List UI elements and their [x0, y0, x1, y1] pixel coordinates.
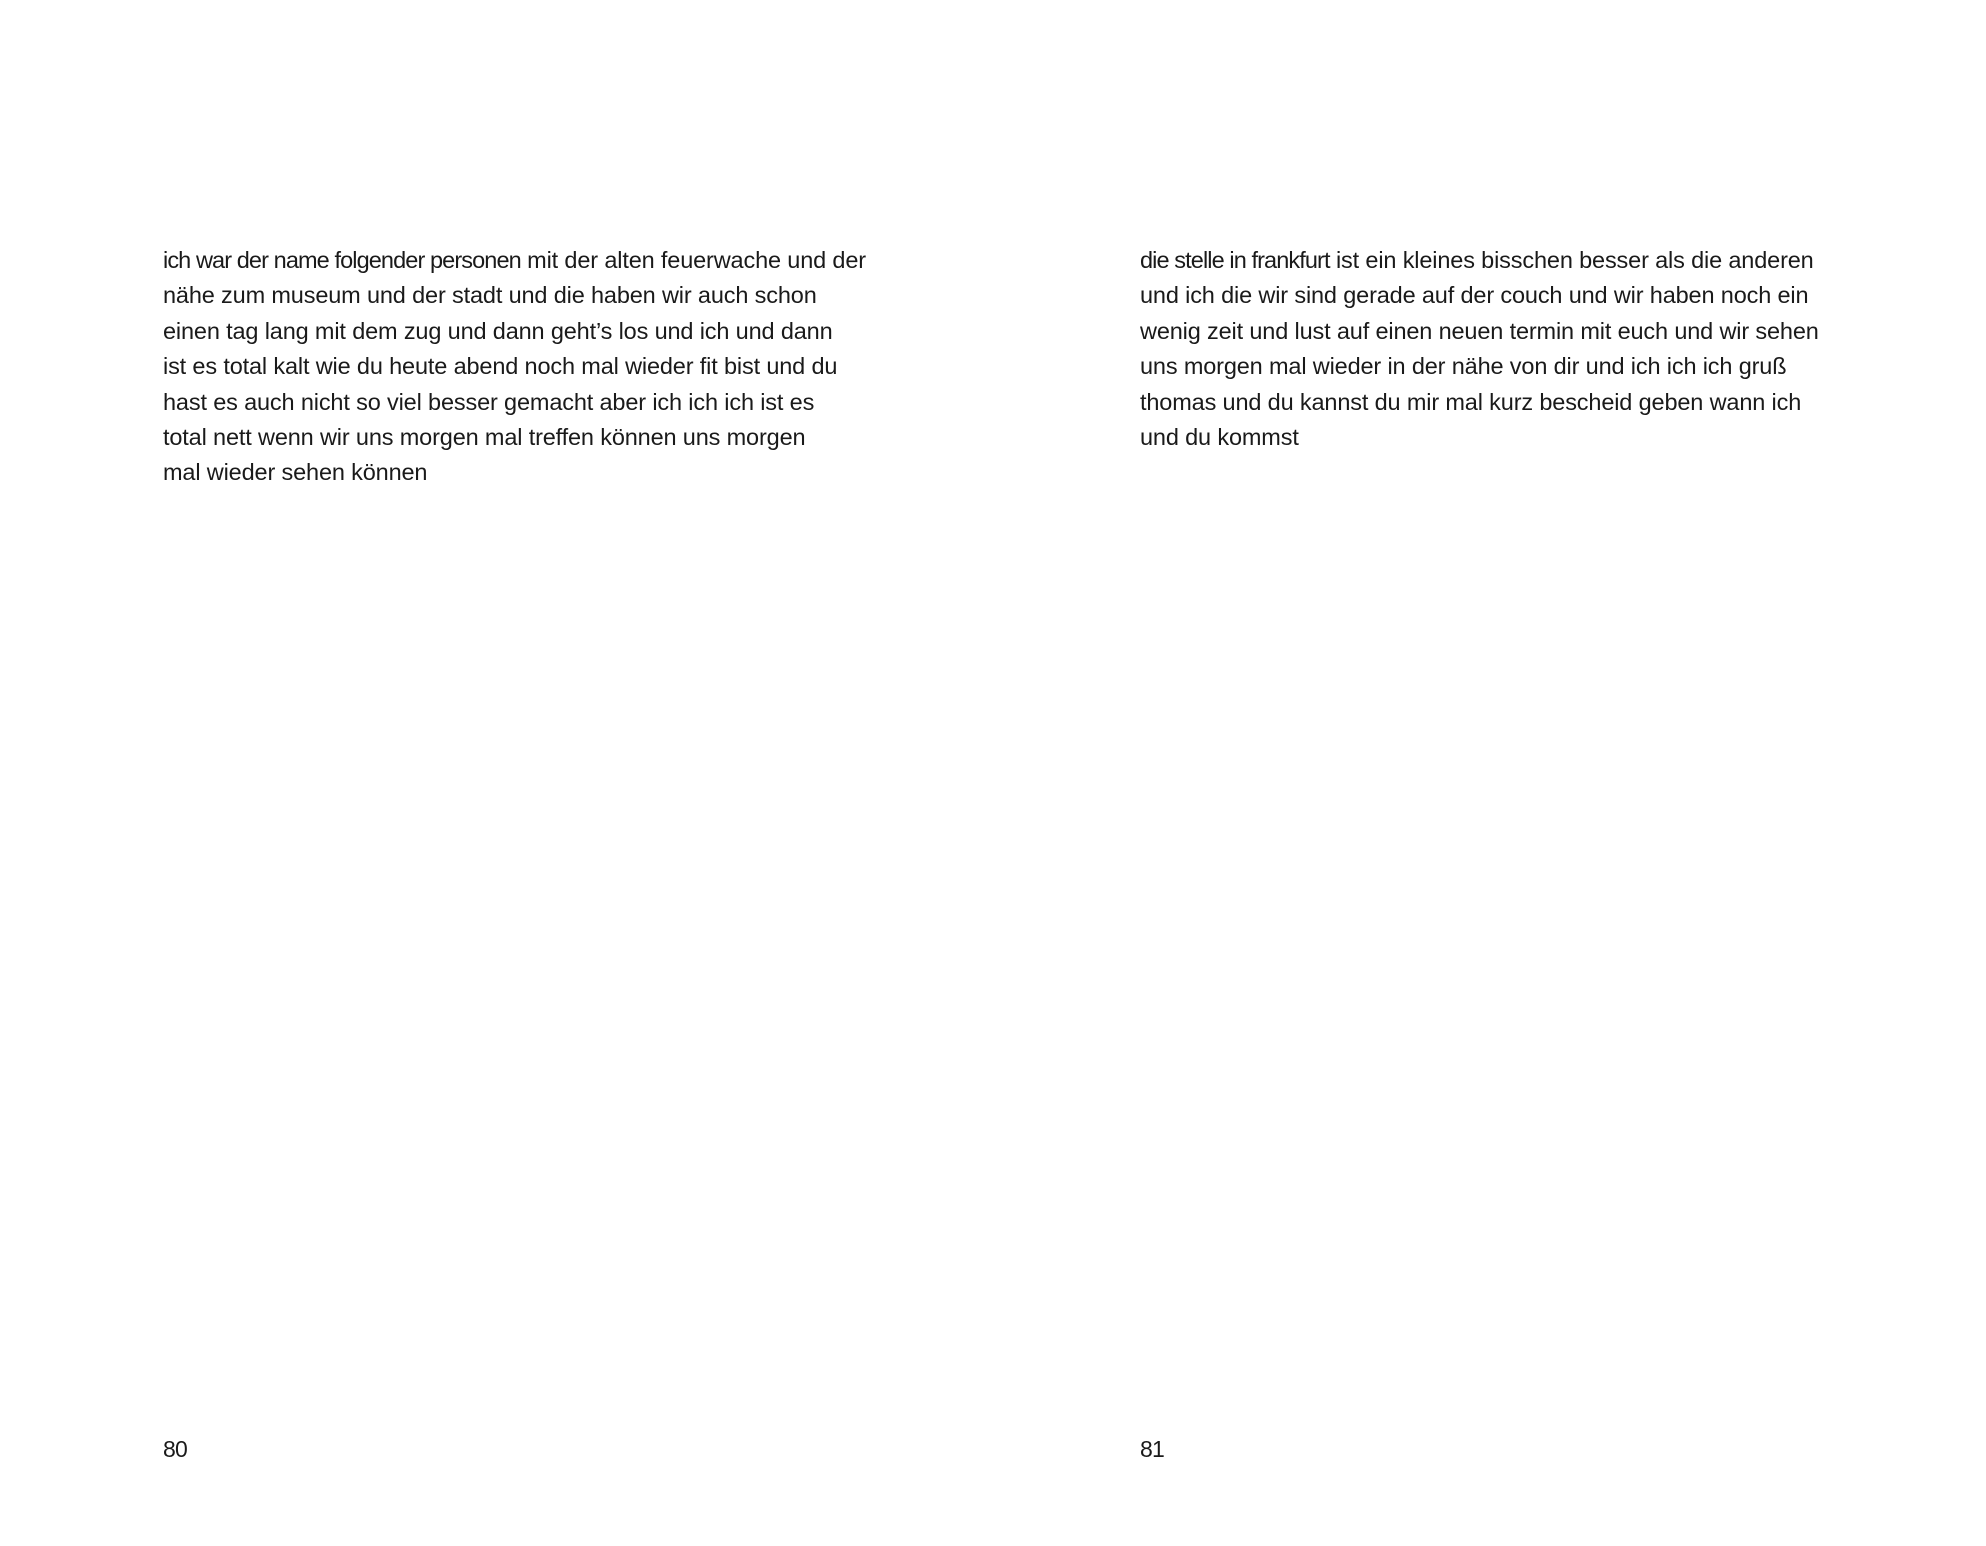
page-number: 80 — [163, 1436, 187, 1462]
text-line: einen tag lang mit dem zug und dann geht’s los und ich und dann — [163, 317, 833, 344]
text-line: thomas und du kannst du mir mal kurz bescheid geben wann ich — [1140, 388, 1802, 415]
text-line — [163, 243, 868, 278]
page-number: 81 — [1140, 1436, 1164, 1462]
text-line: mal wieder sehen können — [163, 459, 428, 486]
text-line: ist es total kalt wie du heute abend noch mal wieder fit bist und du — [163, 353, 838, 380]
text-line: uns morgen mal wieder in der nähe von dir und ich ich ich gruß — [1140, 353, 1787, 380]
lead-phrase: ich war der name folgender personen — [163, 247, 521, 273]
right-page — [993, 0, 1986, 1546]
text-line: wenig zeit und lust auf einen neuen termin mit euch und wir sehen — [1140, 317, 1819, 344]
text-line — [1140, 243, 1845, 278]
right-page-text — [1140, 243, 1845, 455]
text-line: nähe zum museum und der stadt und die haben wir auch schon — [163, 282, 817, 309]
line-text: mit der alten feuerwache und der — [520, 247, 866, 273]
line-text: ist ein kleines bisschen besser als die anderen — [1329, 247, 1814, 273]
text-line: und ich die wir sind gerade auf der couch und wir haben noch ein — [1140, 282, 1809, 309]
text-line: und du kommst — [1140, 424, 1299, 451]
left-page-text — [163, 243, 868, 491]
text-line: total nett wenn wir uns morgen mal treffen können uns morgen — [163, 424, 806, 451]
lead-phrase: die stelle in frankfurt — [1140, 247, 1330, 273]
text-line: hast es auch nicht so viel besser gemacht aber ich ich ich ist es — [163, 388, 815, 415]
